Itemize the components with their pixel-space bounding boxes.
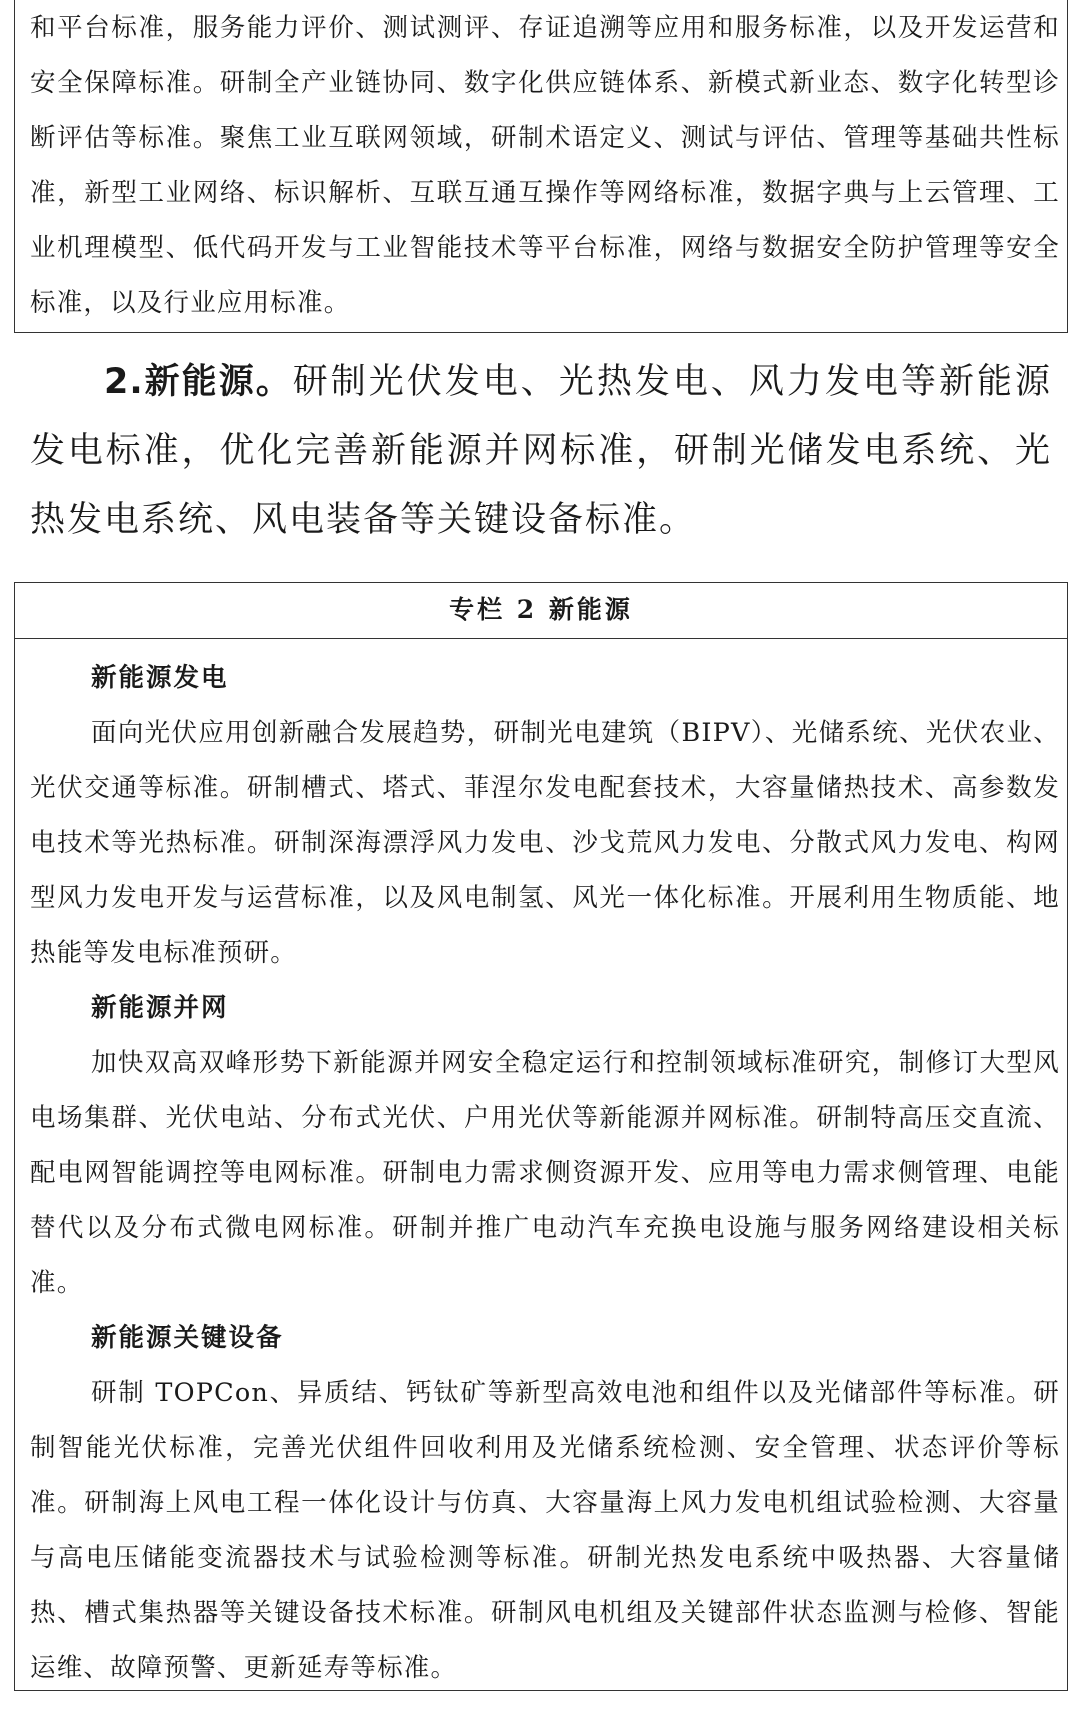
column-paragraph: 面向光伏应用创新融合发展趋势，研制光电建筑（BIPV）、光储系统、光伏农业、光伏交通等标准。研制槽式、塔式、菲涅尔发电配套技术，大容量储热技术、高参数发电技术等光热标准。研制深海漂浮风力发电、沙戈荒风力发电、分散式风力发电、构网型风力发电开发与运营标准，以及风电制氢、风光一体化标准。开展利用生物质能、地热能等发电标准预研。	[30, 718, 1060, 968]
column-body	[30, 651, 1060, 1696]
section-paragraph	[30, 348, 1052, 555]
column-subtitle: 新能源并网	[91, 993, 229, 1023]
section-heading: 2.新能源。	[104, 362, 293, 402]
column-paragraph: 研制 TOPCon、异质结、钙钛矿等新型高效电池和组件以及光储部件等标准。研制智能光伏标准，完善光伏组件回收利用及光储系统检测、安全管理、状态评价等标准。研制海上风电工程一体化设计与仿真、大容量海上风力发电机组试验检测、大容量与高电压储能变流器技术与试验检测等标准。研制光热发电系统中吸热器、大容量储热、槽式集热器等关键设备技术标准。研制风电机组及关键部件状态监测与检修、智能运维、故障预警、更新延寿等标准。	[30, 1378, 1060, 1683]
section-text: 研制光伏发电、光热发电、风力发电等新能源发电标准，优化完善新能源并网标准，研制光储发电系统、光热发电系统、风电装备等关键设备标准。	[30, 362, 1052, 540]
column-title: 专栏 2 新能源	[15, 583, 1067, 639]
column-subtitle: 新能源发电	[91, 663, 229, 693]
column-paragraph: 加快双高双峰形势下新能源并网安全稳定运行和控制领域标准研究，制修订大型风电场集群、光伏电站、分布式光伏、户用光伏等新能源并网标准。研制特高压交直流、配电网智能调控等电网标准。研制电力需求侧资源开发、应用等电力需求侧管理、电能替代以及分布式微电网标准。研制并推广电动汽车充换电设施与服务网络建设相关标准。	[30, 1048, 1060, 1298]
top-box-paragraph: 和平台标准，服务能力评价、测试测评、存证追溯等应用和服务标准，以及开发运营和安全保障标准。研制全产业链协同、数字化供应链体系、新模式新业态、数字化转型诊断评估等标准。聚焦工业互联网领域，研制术语定义、测试与评估、管理等基础共性标准，新型工业网络、标识解析、互联互通互操作等网络标准，数据字典与上云管理、工业机理模型、低代码开发与工业智能技术等平台标准，网络与数据安全防护管理等安全标准，以及行业应用标准。	[30, 13, 1060, 318]
column-subtitle: 新能源关键设备	[91, 1323, 284, 1353]
top-text-box	[14, 0, 1068, 333]
column-box	[14, 582, 1068, 1691]
